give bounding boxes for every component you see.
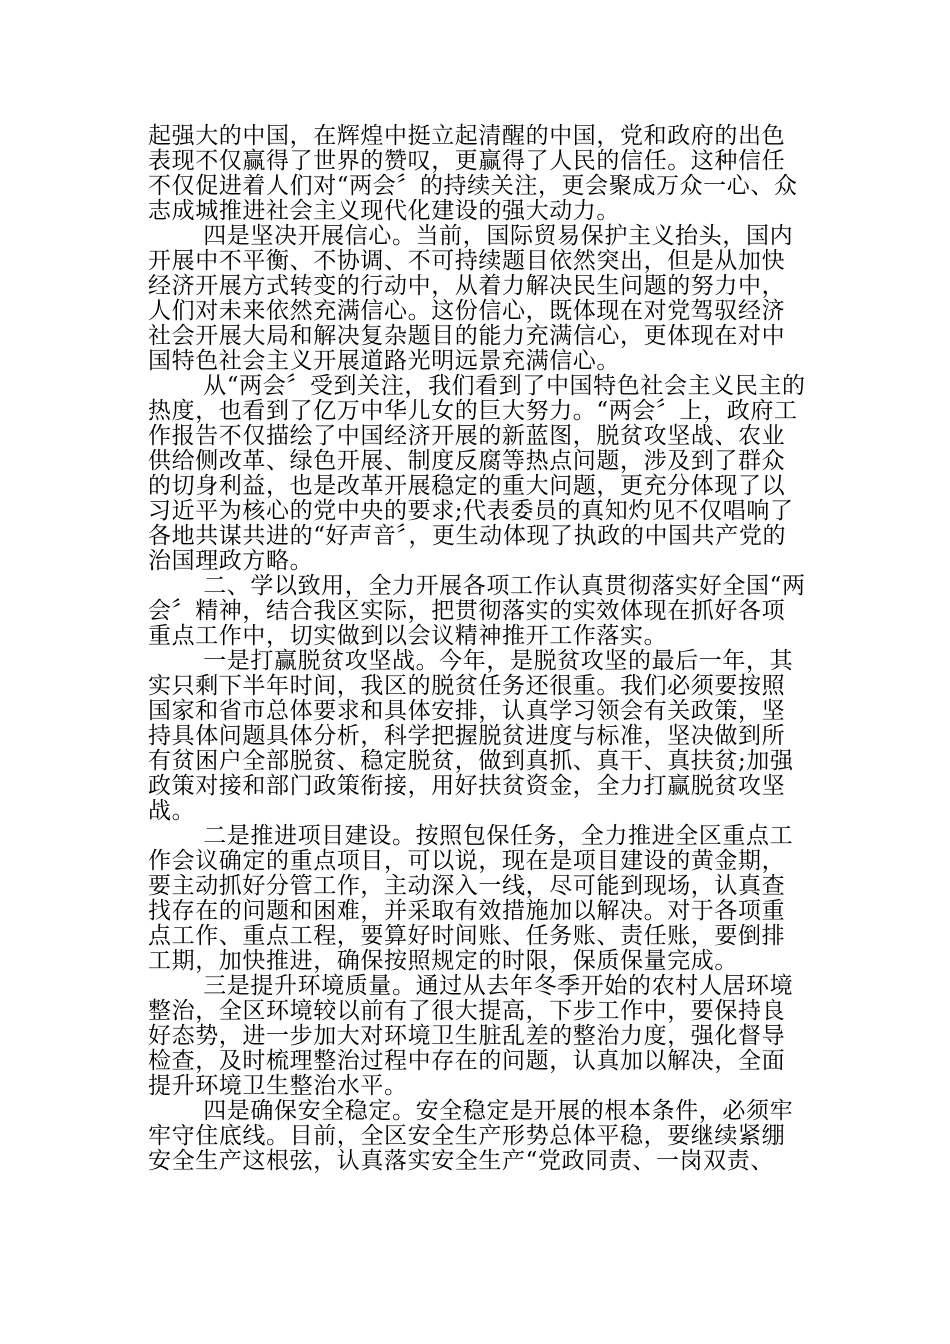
document-body — [148, 124, 808, 1174]
paragraph-3: 从“两会〞受到关注，我们看到了中国特色社会主义民主的热度，也看到了亿万中华儿女的巨大努力。“两会〞上，政府工作报告不仅描绘了中国经济开展的新蓝图，脱贫攻坚战、农业供给侧改革、绿色开展、制度反腐等热点问题，涉及到了群众的切身利益，也是改革开展稳定的重大问题，更充分体现了以习近平为核心的党中央的要求;代表委员的真知灼见不仅唱响了各地共谋共进的“好声音〞，更生动体现了执政的中国共产党的治国理政方略。 — [148, 373, 806, 574]
paragraph-6: 二是推进项目建设。按照包保任务，全力推进全区重点工作会议确定的重点项目，可以说，现在是项目建设的黄金期，要主动抓好分管工作，主动深入一线，尽可能到现场，认真查找存在的问题和困难，并采取有效措施加以解决。对于各项重点工作、重点工程，要算好时间账、任务账、责任账，要倒排工期，加快推进，确保按照规定的时限，保质保量完成。 — [148, 823, 794, 974]
paragraph-4: 二、学以致用，全力开展各项工作认真贯彻落实好全国“两会〞精神，结合我区实际，把贯彻落实的实效体现在抓好各项重点工作中，切实做到以会议精神推开工作落实。 — [148, 573, 806, 649]
paragraph-1: 起强大的中国，在辉煌中挺立起清醒的中国，党和政府的出色表现不仅赢得了世界的赞叹，更赢得了人民的信任。这种信任不仅促进着人们对“两会〞的持续关注，更会聚成万众一心、众志成城推进社会主义现代化建设的强大动力。 — [148, 123, 798, 224]
paragraph-8: 四是确保安全稳定。安全稳定是开展的根本条件，必须牢牢守住底线。目前，全区安全生产形势总体平稳，要继续紧绷安全生产这根弦，认真落实安全生产“党政同责、一岗双责、 — [148, 1098, 794, 1174]
paragraph-5: 一是打赢脱贫攻坚战。今年，是脱贫攻坚的最后一年，其实只剩下半年时间，我区的脱贫任务还很重。我们必须要按照国家和省市总体要求和具体安排，认真学习领会有关政策，坚持具体问题具体分析，科学把握脱贫进度与标准，坚决做到所有贫困户全部脱贫、稳定脱贫，做到真抓、真干、真扶贫;加强政策对接和部门政策衔接，用好扶贫资金，全力打赢脱贫攻坚战。 — [148, 648, 794, 824]
paragraph-7: 三是提升环境质量。通过从去年冬季开始的农村人居环境整治，全区环境较以前有了很大提高，下步工作中，要保持良好态势，进一步加大对环境卫生脏乱差的整治力度，强化督导检查，及时梳理整治过程中存在的问题，认真加以解决，全面提升环境卫生整治水平。 — [148, 973, 794, 1099]
paragraph-2: 四是坚决开展信心。当前，国际贸易保护主义抬头，国内开展中不平衡、不协调、不可持续题目依然突出，但是从加快经济开展方式转变的行动中，从着力解决民生问题的努力中，人们对未来依然充满信心。这份信心，既体现在对党驾驭经济社会开展大局和解决复杂题目的能力充满信心，更体现在对中国特色社会主义开展道路光明远景充满信心。 — [148, 223, 794, 374]
